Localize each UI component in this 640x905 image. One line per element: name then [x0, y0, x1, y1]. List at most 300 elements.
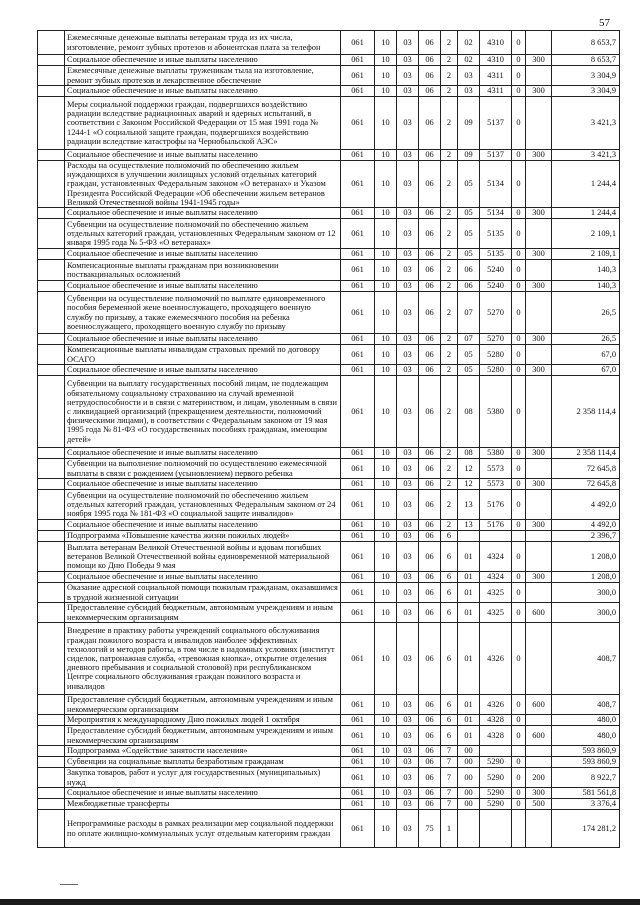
cell-code0: 0	[512, 757, 526, 768]
cell-ministry: 061	[341, 86, 375, 97]
cell-subprogram: 1	[441, 810, 458, 848]
cell-main-event: 01	[458, 715, 480, 726]
row-margin-cell	[38, 31, 65, 55]
table-row	[38, 715, 620, 726]
cell-amount: 1 244,4	[552, 208, 620, 219]
cell-code0: 0	[512, 603, 526, 623]
cell-expense-type	[526, 746, 552, 757]
cell-amount: 2 109,1	[552, 219, 620, 249]
cell-program: 06	[419, 334, 441, 345]
cell-expense-type	[526, 260, 552, 281]
cell-section: 10	[375, 572, 397, 583]
table-row	[38, 208, 620, 219]
cell-code0: 0	[512, 55, 526, 66]
cell-subprogram: 2	[441, 66, 458, 86]
row-margin-cell	[38, 55, 65, 66]
row-margin-cell	[38, 768, 65, 788]
cell-subsection: 03	[397, 768, 419, 788]
cell-amount: 3 421,3	[552, 97, 620, 150]
cell-main-event: 01	[458, 572, 480, 583]
cell-code0: 0	[512, 376, 526, 448]
cell-expense-type: 300	[526, 365, 552, 376]
cell-main-event: 01	[458, 695, 480, 715]
cell-program: 06	[419, 715, 441, 726]
cell-ministry: 061	[341, 768, 375, 788]
cell-amount: 2 358 114,4	[552, 376, 620, 448]
cell-program: 06	[419, 799, 441, 810]
cell-program: 06	[419, 376, 441, 448]
cell-subsection: 03	[397, 490, 419, 520]
cell-ministry: 061	[341, 66, 375, 86]
cell-ministry: 061	[341, 542, 375, 572]
cell-section: 10	[375, 788, 397, 799]
cell-subsection: 03	[397, 161, 419, 208]
cell-name: Социальное обеспечение и иные выплаты населению	[65, 249, 341, 260]
cell-subprogram: 2	[441, 260, 458, 281]
row-margin-cell	[38, 490, 65, 520]
cell-subsection: 03	[397, 520, 419, 531]
cell-section: 10	[375, 376, 397, 448]
cell-code0: 0	[512, 726, 526, 746]
cell-code0: 0	[512, 249, 526, 260]
cell-subsection: 03	[397, 219, 419, 249]
cell-code0: 0	[512, 281, 526, 292]
cell-main-event: 07	[458, 334, 480, 345]
table-row	[38, 345, 620, 365]
scan-edge	[0, 899, 640, 905]
cell-subsection: 03	[397, 746, 419, 757]
cell-program: 06	[419, 161, 441, 208]
cell-main-event: 12	[458, 459, 480, 479]
cell-ministry: 061	[341, 376, 375, 448]
cell-expense-type	[526, 345, 552, 365]
cell-subsection: 03	[397, 31, 419, 55]
cell-expense-type: 500	[526, 799, 552, 810]
cell-expense-type: 600	[526, 695, 552, 715]
table-row	[38, 520, 620, 531]
cell-subprogram: 2	[441, 161, 458, 208]
cell-section: 10	[375, 726, 397, 746]
cell-ministry: 061	[341, 715, 375, 726]
cell-subsection: 03	[397, 208, 419, 219]
cell-code0: 0	[512, 479, 526, 490]
cell-amount: 300,0	[552, 603, 620, 623]
cell-amount: 3 421,3	[552, 150, 620, 161]
cell-direction: 4324	[480, 572, 512, 583]
cell-expense-type	[526, 757, 552, 768]
cell-main-event: 01	[458, 623, 480, 695]
row-margin-cell	[38, 376, 65, 448]
cell-direction: 5176	[480, 520, 512, 531]
cell-expense-type	[526, 161, 552, 208]
cell-main-event: 05	[458, 345, 480, 365]
cell-section: 10	[375, 86, 397, 97]
cell-subsection: 03	[397, 623, 419, 695]
cell-main-event: 00	[458, 799, 480, 810]
cell-name: Социальное обеспечение и иные выплаты населению	[65, 788, 341, 799]
table-row	[38, 292, 620, 334]
cell-section: 10	[375, 365, 397, 376]
row-margin-cell	[38, 695, 65, 715]
cell-program: 06	[419, 459, 441, 479]
cell-direction: 4325	[480, 583, 512, 603]
cell-name: Субвенции на осуществление полномочий по обеспечению жильем отдельных категорий граждан, установленных Федеральным законом от 12 января 1995 года № 5-ФЗ «О ветеранах»	[65, 219, 341, 249]
cell-direction: 5240	[480, 260, 512, 281]
cell-expense-type	[526, 583, 552, 603]
cell-program: 06	[419, 768, 441, 788]
cell-section: 10	[375, 695, 397, 715]
cell-expense-type	[526, 531, 552, 542]
cell-subsection: 03	[397, 448, 419, 459]
cell-direction: 4311	[480, 66, 512, 86]
cell-program: 06	[419, 208, 441, 219]
cell-ministry: 061	[341, 260, 375, 281]
cell-expense-type	[526, 490, 552, 520]
cell-section: 10	[375, 281, 397, 292]
cell-name: Непрограммные расходы в рамках реализации мер социальной поддержки по оплате жилищно-коммунальных услуг отдельным категориям граждан	[65, 810, 341, 848]
cell-ministry: 061	[341, 31, 375, 55]
cell-section: 10	[375, 715, 397, 726]
cell-direction: 5573	[480, 479, 512, 490]
cell-ministry: 061	[341, 757, 375, 768]
cell-amount: 72 645,8	[552, 479, 620, 490]
cell-code0: 0	[512, 572, 526, 583]
cell-name: Социальное обеспечение и иные выплаты населению	[65, 150, 341, 161]
cell-ministry: 061	[341, 746, 375, 757]
cell-direction: 5135	[480, 219, 512, 249]
cell-direction	[480, 531, 512, 542]
cell-amount: 581 561,8	[552, 788, 620, 799]
cell-subprogram: 6	[441, 695, 458, 715]
cell-program: 06	[419, 31, 441, 55]
table-row	[38, 768, 620, 788]
cell-program: 06	[419, 623, 441, 695]
cell-section: 10	[375, 623, 397, 695]
table-row	[38, 281, 620, 292]
cell-direction: 5137	[480, 97, 512, 150]
row-margin-cell	[38, 788, 65, 799]
cell-expense-type: 300	[526, 479, 552, 490]
table-row	[38, 799, 620, 810]
cell-subprogram: 2	[441, 459, 458, 479]
cell-direction: 5280	[480, 365, 512, 376]
cell-subsection: 03	[397, 788, 419, 799]
table-row	[38, 334, 620, 345]
cell-ministry: 061	[341, 520, 375, 531]
cell-name: Социальное обеспечение и иные выплаты населению	[65, 479, 341, 490]
cell-expense-type	[526, 97, 552, 150]
table-row	[38, 726, 620, 746]
cell-name: Социальное обеспечение и иные выплаты населению	[65, 448, 341, 459]
table-row	[38, 746, 620, 757]
cell-subsection: 03	[397, 695, 419, 715]
cell-subsection: 03	[397, 542, 419, 572]
cell-expense-type	[526, 715, 552, 726]
row-margin-cell	[38, 219, 65, 249]
cell-subsection: 03	[397, 757, 419, 768]
cell-name: Социальное обеспечение и иные выплаты населению	[65, 281, 341, 292]
row-margin-cell	[38, 161, 65, 208]
cell-main-event: 00	[458, 768, 480, 788]
cell-amount: 140,3	[552, 281, 620, 292]
cell-main-event: 01	[458, 726, 480, 746]
cell-name: Оказание адресной социальной помощи пожилым гражданам, оказавшимся в трудной жизненной ситуации	[65, 583, 341, 603]
cell-program: 06	[419, 249, 441, 260]
cell-ministry: 061	[341, 572, 375, 583]
cell-amount: 300,0	[552, 583, 620, 603]
cell-amount: 67,0	[552, 365, 620, 376]
table-row	[38, 603, 620, 623]
cell-direction: 5380	[480, 448, 512, 459]
cell-amount: 480,0	[552, 715, 620, 726]
cell-subsection: 03	[397, 715, 419, 726]
cell-section: 10	[375, 249, 397, 260]
cell-program: 75	[419, 810, 441, 848]
cell-program: 06	[419, 603, 441, 623]
cell-code0: 0	[512, 583, 526, 603]
row-margin-cell	[38, 249, 65, 260]
cell-ministry: 061	[341, 531, 375, 542]
cell-amount: 408,7	[552, 623, 620, 695]
cell-direction: 4326	[480, 623, 512, 695]
cell-direction: 4326	[480, 695, 512, 715]
cell-amount: 140,3	[552, 260, 620, 281]
cell-code0: 0	[512, 788, 526, 799]
cell-name: Субвенции на социальные выплаты безработным гражданам	[65, 757, 341, 768]
row-margin-cell	[38, 208, 65, 219]
cell-code0: 0	[512, 334, 526, 345]
cell-subsection: 03	[397, 459, 419, 479]
row-margin-cell	[38, 97, 65, 150]
cell-name: Субвенции на выполнение полномочий по осуществлению ежемесячной выплаты в связи с рождением (усыновлением) первого ребенка	[65, 459, 341, 479]
cell-subprogram: 7	[441, 757, 458, 768]
cell-direction: 5290	[480, 768, 512, 788]
cell-expense-type: 300	[526, 448, 552, 459]
cell-code0: 0	[512, 292, 526, 334]
cell-subsection: 03	[397, 86, 419, 97]
cell-amount: 2 109,1	[552, 249, 620, 260]
cell-section: 10	[375, 810, 397, 848]
cell-amount: 593 860,9	[552, 757, 620, 768]
cell-amount: 3 304,9	[552, 86, 620, 97]
cell-subsection: 03	[397, 726, 419, 746]
cell-expense-type: 600	[526, 726, 552, 746]
cell-name: Компенсационные выплаты гражданам при возникновении поствакцинальных осложнений	[65, 260, 341, 281]
cell-code0: 0	[512, 623, 526, 695]
cell-ministry: 061	[341, 623, 375, 695]
cell-amount: 2 396,7	[552, 531, 620, 542]
cell-name: Ежемесячные денежные выплаты ветеранам труда из их числа, изготовление, ремонт зубных протезов и абонентская плата за телефон	[65, 31, 341, 55]
cell-subprogram: 6	[441, 603, 458, 623]
cell-direction: 4328	[480, 726, 512, 746]
cell-amount: 2 358 114,4	[552, 448, 620, 459]
cell-main-event: 01	[458, 542, 480, 572]
cell-ministry: 061	[341, 448, 375, 459]
cell-direction: 4311	[480, 86, 512, 97]
cell-amount: 4 492,0	[552, 490, 620, 520]
cell-subprogram: 6	[441, 715, 458, 726]
cell-code0: 0	[512, 365, 526, 376]
cell-direction: 4325	[480, 603, 512, 623]
cell-amount: 8 653,7	[552, 55, 620, 66]
cell-ministry: 061	[341, 810, 375, 848]
cell-code0: 0	[512, 219, 526, 249]
cell-ministry: 061	[341, 292, 375, 334]
table-row	[38, 249, 620, 260]
cell-name: Социальное обеспечение и иные выплаты населению	[65, 208, 341, 219]
cell-code0: 0	[512, 695, 526, 715]
cell-main-event: 06	[458, 260, 480, 281]
cell-section: 10	[375, 150, 397, 161]
cell-expense-type: 300	[526, 86, 552, 97]
cell-subprogram: 2	[441, 150, 458, 161]
table-body	[38, 31, 620, 848]
cell-code0	[512, 746, 526, 757]
table-row	[38, 97, 620, 150]
cell-program: 06	[419, 97, 441, 150]
row-margin-cell	[38, 715, 65, 726]
cell-subprogram: 7	[441, 746, 458, 757]
cell-subprogram: 7	[441, 768, 458, 788]
cell-program: 06	[419, 365, 441, 376]
cell-section: 10	[375, 583, 397, 603]
cell-code0: 0	[512, 161, 526, 208]
cell-main-event: 02	[458, 31, 480, 55]
table-row	[38, 150, 620, 161]
cell-subprogram: 2	[441, 520, 458, 531]
cell-code0: 0	[512, 97, 526, 150]
cell-program: 06	[419, 292, 441, 334]
row-margin-cell	[38, 603, 65, 623]
cell-program: 06	[419, 531, 441, 542]
cell-subprogram: 6	[441, 542, 458, 572]
row-margin-cell	[38, 365, 65, 376]
cell-main-event: 03	[458, 66, 480, 86]
cell-ministry: 061	[341, 788, 375, 799]
cell-name: Внедрение в практику работы учреждений социального обслуживания граждан пожилого возраста и инвалидов наиболее эффективных технологий и методов работы, в том числе в надомных условиях (институт сиделок, патронажная служба, «тревожная кнопка», открытие отделения дневного пребывания и социальной столовой) при республиканском Центре социального обслуживания граждан пожилого возраста и инвалидов	[65, 623, 341, 695]
cell-code0	[512, 810, 526, 848]
cell-section: 10	[375, 479, 397, 490]
cell-code0: 0	[512, 86, 526, 97]
cell-name: Предоставление субсидий бюджетным, автономным учреждениям и иным некоммерческим организациям	[65, 726, 341, 746]
cell-name: Субвенции на осуществление полномочий по выплате единовременного пособия беременной жене военнослужащего, проходящего военную службу по призыву, а также ежемесячного пособия на ребенка военнослужащего, проходящего военную службу по призыву	[65, 292, 341, 334]
row-margin-cell	[38, 531, 65, 542]
cell-subprogram: 2	[441, 97, 458, 150]
cell-ministry: 061	[341, 726, 375, 746]
cell-name: Выплата ветеранам Великой Отечественной войны и вдовам погибших ветеранов Великой Отечественной войны единовременной материальной помощи ко Дню Победы 9 мая	[65, 542, 341, 572]
cell-section: 10	[375, 208, 397, 219]
row-margin-cell	[38, 799, 65, 810]
cell-subprogram: 7	[441, 788, 458, 799]
cell-program: 06	[419, 490, 441, 520]
cell-name: Социальное обеспечение и иные выплаты населению	[65, 365, 341, 376]
cell-expense-type	[526, 459, 552, 479]
cell-amount: 26,5	[552, 292, 620, 334]
cell-amount: 1 244,4	[552, 161, 620, 208]
table-row	[38, 55, 620, 66]
cell-code0: 0	[512, 490, 526, 520]
cell-main-event	[458, 810, 480, 848]
cell-section: 10	[375, 542, 397, 572]
cell-expense-type: 300	[526, 334, 552, 345]
cell-expense-type: 300	[526, 208, 552, 219]
cell-section: 10	[375, 768, 397, 788]
row-margin-cell	[38, 520, 65, 531]
cell-main-event: 08	[458, 448, 480, 459]
cell-program: 06	[419, 260, 441, 281]
cell-direction: 5270	[480, 292, 512, 334]
cell-direction: 5380	[480, 376, 512, 448]
cell-subprogram: 6	[441, 531, 458, 542]
cell-amount: 1 208,0	[552, 572, 620, 583]
cell-subprogram: 6	[441, 726, 458, 746]
cell-code0: 0	[512, 31, 526, 55]
cell-subsection: 03	[397, 334, 419, 345]
cell-main-event: 07	[458, 292, 480, 334]
cell-subsection: 03	[397, 150, 419, 161]
cell-program: 06	[419, 281, 441, 292]
row-margin-cell	[38, 583, 65, 603]
cell-direction: 4310	[480, 55, 512, 66]
cell-direction: 4328	[480, 715, 512, 726]
cell-subsection: 03	[397, 572, 419, 583]
cell-section: 10	[375, 490, 397, 520]
table-row	[38, 810, 620, 848]
cell-ministry: 061	[341, 97, 375, 150]
cell-direction: 5280	[480, 345, 512, 365]
cell-main-event: 05	[458, 161, 480, 208]
table-row	[38, 260, 620, 281]
cell-section: 10	[375, 448, 397, 459]
cell-expense-type	[526, 292, 552, 334]
cell-program: 06	[419, 86, 441, 97]
cell-main-event	[458, 531, 480, 542]
table-row	[38, 459, 620, 479]
cell-program: 06	[419, 572, 441, 583]
cell-name: Социальное обеспечение и иные выплаты населению	[65, 572, 341, 583]
cell-expense-type	[526, 219, 552, 249]
cell-amount: 174 281,2	[552, 810, 620, 848]
cell-subprogram: 2	[441, 292, 458, 334]
table-row	[38, 376, 620, 448]
cell-code0: 0	[512, 448, 526, 459]
cell-expense-type	[526, 810, 552, 848]
cell-main-event: 09	[458, 150, 480, 161]
cell-code0: 0	[512, 459, 526, 479]
row-margin-cell	[38, 448, 65, 459]
cell-subprogram: 2	[441, 365, 458, 376]
cell-name: Расходы на осуществление полномочий по обеспечению жильем нуждающихся в улучшении жилищных условий отдельных категорий граждан, установленных Федеральным законом «О ветеранах» и Указом Президента Российской Федерации «Об обеспечении жильем ветеранов Великой Отечественной войны 1941-1945 годы»	[65, 161, 341, 208]
cell-ministry: 061	[341, 55, 375, 66]
cell-name: Мероприятия к международному Дню пожилых людей 1 октября	[65, 715, 341, 726]
cell-main-event: 03	[458, 86, 480, 97]
cell-program: 06	[419, 345, 441, 365]
cell-subprogram: 2	[441, 448, 458, 459]
row-margin-cell	[38, 757, 65, 768]
row-margin-cell	[38, 260, 65, 281]
cell-expense-type: 300	[526, 788, 552, 799]
cell-code0: 0	[512, 208, 526, 219]
cell-direction: 5290	[480, 788, 512, 799]
cell-program: 06	[419, 55, 441, 66]
cell-direction: 5135	[480, 249, 512, 260]
cell-main-event: 00	[458, 788, 480, 799]
cell-name: Субвенции на выплату государственных пособий лицам, не подлежащим обязательному социальному страхованию на случай временной нетрудоспособности и в связи с материнством, и лицам, уволенным в связи с ликвидацией организаций (прекращением деятельности, полномочий физическими лицами), в соответствии с Федеральным законом от 19 мая 1995 года № 81-ФЗ «О государственных пособиях гражданам, имеющим детей»	[65, 376, 341, 448]
table-row	[38, 531, 620, 542]
row-margin-cell	[38, 334, 65, 345]
cell-subsection: 03	[397, 799, 419, 810]
cell-amount: 72 645,8	[552, 459, 620, 479]
